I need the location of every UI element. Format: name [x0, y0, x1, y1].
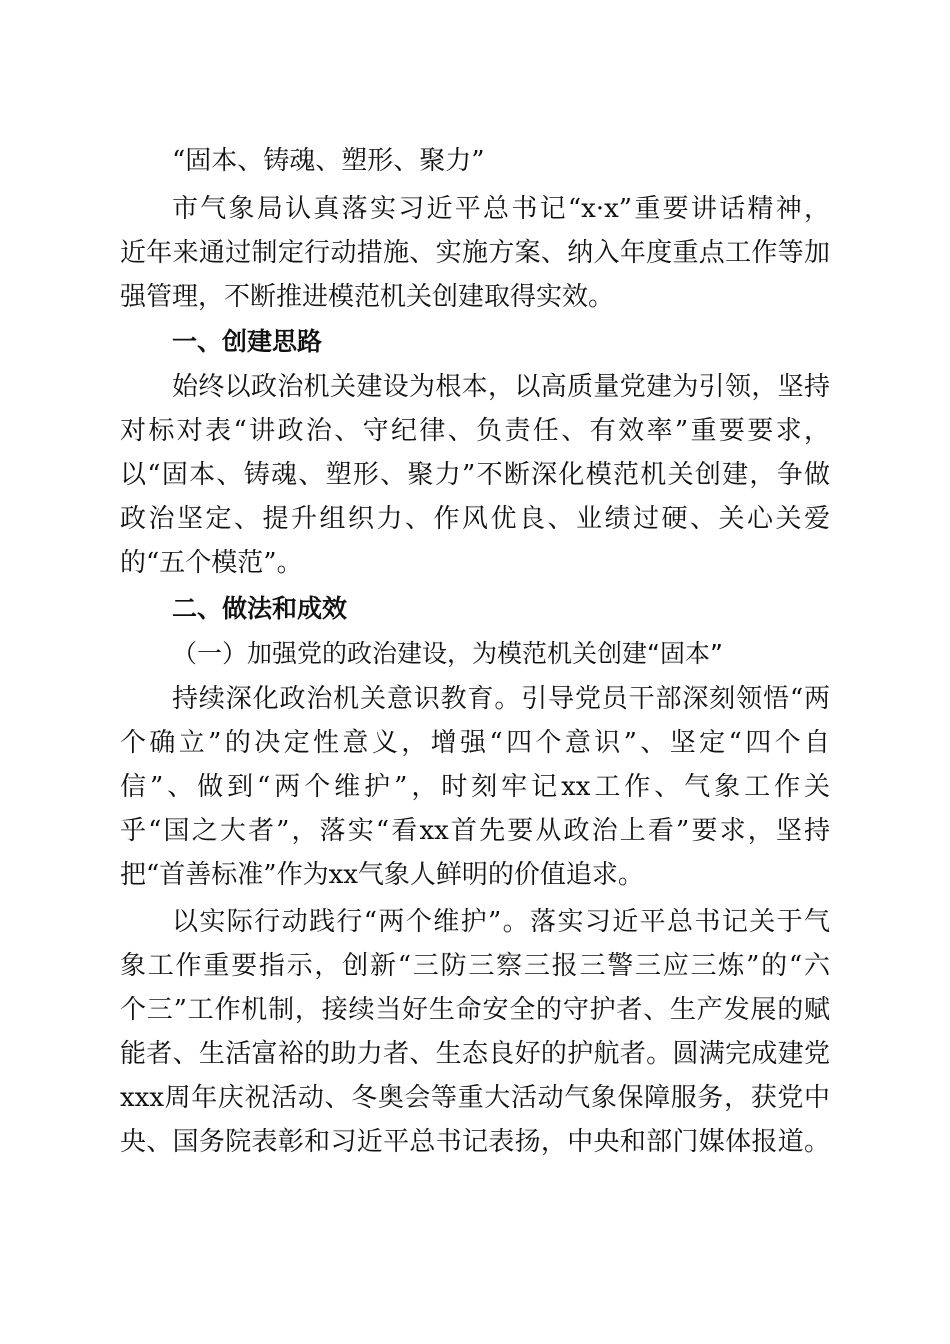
section2-para1-line: 持续深化政治机关意识教育。引导党员干部深刻领悟“两 [172, 684, 830, 714]
section2-para2-line: 央、国务院表彰和习近平总书记表扬，中央和部门媒体报道。 [120, 1127, 830, 1157]
section1-line: 对标对表“讲政治、守纪律、负责任、有效率”重要要求， [120, 416, 830, 446]
section2-para1-line: 乎“国之大者”，落实“看xx首先要从政治上看”要求，坚持 [120, 816, 830, 846]
section1-line: 以“固本、铸魂、塑形、聚力”不断深化模范机关创建，争做 [120, 460, 830, 490]
intro-line: 近年来通过制定行动措施、实施方案、纳入年度重点工作等加 [120, 238, 830, 268]
section-heading-2: 二、做法和成效 [172, 594, 348, 623]
section2-para1-line: 信”、做到“两个维护”，时刻牢记xx工作、气象工作关 [120, 772, 830, 802]
section-heading-1: 一、创建思路 [172, 327, 323, 356]
section2-para2-line: 能者、生活富裕的助力者、生态良好的护航者。圆满完成建党 [120, 1039, 830, 1069]
intro-line: 市气象局认真落实习近平总书记“x·x”重要讲话精神， [172, 194, 830, 224]
section2-para1-line: 个确立”的决定性意义，增强“四个意识”、坚定“四个自 [120, 728, 830, 758]
section2-para2-line: 以实际行动践行“两个维护”。落实习近平总书记关于气 [172, 907, 830, 937]
intro-line: 强管理，不断推进模范机关创建取得实效。 [120, 282, 615, 312]
section2-para2-line: 象工作重要指示，创新“三防三察三报三警三应三炼”的“六 [120, 951, 830, 981]
section1-line: 政治坚定、提升组织力、作风优良、业绩过硬、关心关爱 [120, 504, 830, 534]
section2-para1-line: 把“首善标准”作为xx气象人鲜明的价值追求。 [120, 860, 644, 890]
section1-line: 始终以政治机关建设为根本，以高质量党建为引领，坚持 [172, 372, 830, 402]
document-title: “固本、铸魂、塑形、聚力” [172, 146, 485, 176]
section2-para2-line: 个三”工作机制，接续当好生命安全的守护者、生产发展的赋 [120, 995, 830, 1025]
section2-para2-line: xxx周年庆祝活动、冬奥会等重大活动气象保障服务，获党中 [120, 1083, 830, 1113]
section1-line: 的“五个模范”。 [120, 548, 303, 578]
section2-subheading: （一）加强党的政治建设，为模范机关创建“固本” [172, 639, 723, 668]
